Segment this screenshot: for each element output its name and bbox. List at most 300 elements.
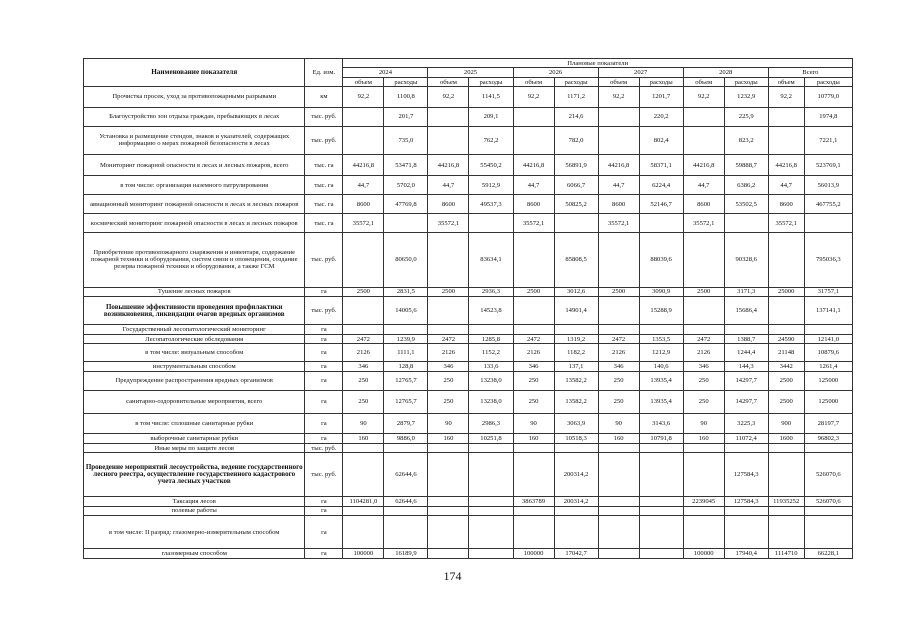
cell-expenses: 62644,6	[384, 453, 428, 497]
cell-expenses: 96802,3	[804, 434, 852, 443]
row-unit: га	[305, 371, 343, 390]
cell-volume: 35572,1	[428, 214, 469, 233]
page-number: 174	[443, 569, 462, 583]
cell-volume: 2472	[428, 334, 469, 343]
row-unit: га	[305, 287, 343, 296]
cell-volume	[768, 443, 804, 452]
cell-expenses: 802,4	[639, 126, 683, 154]
cell-expenses: 62644,6	[384, 497, 428, 506]
cell-expenses: 1212,9	[639, 344, 683, 362]
table-row	[84, 453, 853, 497]
row-name: Иные меры по защите лесов	[84, 443, 305, 452]
cell-volume	[343, 126, 384, 154]
table-row	[84, 154, 853, 175]
cell-volume: 3863789	[513, 497, 554, 506]
table-row	[84, 297, 853, 325]
plan-table-container	[83, 58, 853, 559]
cell-volume: 2500	[428, 287, 469, 296]
cell-expenses: 1388,7	[724, 334, 768, 343]
cell-expenses: 14297,7	[724, 390, 768, 414]
cell-volume	[598, 497, 639, 506]
cell-volume: 44216,8	[598, 154, 639, 175]
cell-volume	[343, 297, 384, 325]
table-row	[84, 549, 853, 559]
table-row	[84, 107, 853, 126]
cell-expenses	[804, 443, 852, 452]
table-row	[84, 414, 853, 434]
cell-volume	[343, 516, 384, 549]
cell-expenses: 1201,7	[639, 87, 683, 107]
cell-volume	[428, 325, 469, 334]
sub-expenses: расходы	[804, 77, 852, 86]
cell-expenses	[384, 516, 428, 549]
cell-volume	[428, 126, 469, 154]
cell-volume	[768, 126, 804, 154]
cell-expenses: 209,1	[469, 107, 513, 126]
sub-volume: объем	[768, 77, 804, 86]
cell-volume: 1600	[768, 434, 804, 443]
year-2024: 2024	[343, 68, 428, 77]
cell-volume: 8600	[343, 195, 384, 214]
cell-volume: 24590	[768, 334, 804, 343]
cell-expenses: 3143,6	[639, 414, 683, 434]
cell-volume: 160	[683, 434, 724, 443]
table-row	[84, 344, 853, 362]
row-name: космический мониторинг пожарной опасности в лесах и лесных пожаров	[84, 214, 305, 233]
cell-volume: 250	[343, 390, 384, 414]
cell-expenses: 1232,9	[724, 87, 768, 107]
cell-expenses: 10791,8	[639, 434, 683, 443]
cell-volume: 160	[513, 434, 554, 443]
cell-volume: 44216,8	[768, 154, 804, 175]
cell-expenses: 1111,1	[384, 344, 428, 362]
cell-expenses: 137,1	[554, 362, 598, 371]
cell-expenses	[469, 549, 513, 559]
cell-expenses: 7221,1	[804, 126, 852, 154]
row-name: инструментальным способом	[84, 362, 305, 371]
cell-volume: 90	[683, 414, 724, 434]
table-row	[84, 497, 853, 506]
table-row	[84, 443, 853, 452]
cell-expenses	[469, 325, 513, 334]
cell-expenses: 2879,7	[384, 414, 428, 434]
cell-volume	[428, 497, 469, 506]
cell-expenses: 14901,4	[554, 297, 598, 325]
cell-volume	[513, 297, 554, 325]
cell-expenses: 13935,4	[639, 390, 683, 414]
cell-volume: 250	[513, 390, 554, 414]
cell-expenses: 14297,7	[724, 371, 768, 390]
cell-volume: 250	[683, 371, 724, 390]
cell-expenses: 127584,3	[724, 453, 768, 497]
row-unit: км	[305, 87, 343, 107]
cell-expenses: 47769,8	[384, 195, 428, 214]
cell-volume	[513, 233, 554, 288]
cell-volume: 25000	[768, 287, 804, 296]
cell-expenses: 1152,2	[469, 344, 513, 362]
cell-expenses	[804, 516, 852, 549]
cell-volume	[598, 126, 639, 154]
cell-volume	[598, 506, 639, 515]
cell-expenses: 201,7	[384, 107, 428, 126]
cell-volume	[768, 233, 804, 288]
sub-expenses: расходы	[724, 77, 768, 86]
cell-expenses	[554, 325, 598, 334]
cell-expenses: 144,3	[724, 362, 768, 371]
cell-expenses: 10251,8	[469, 434, 513, 443]
table-row	[84, 325, 853, 334]
cell-expenses: 15686,4	[724, 297, 768, 325]
cell-volume	[598, 443, 639, 452]
cell-expenses: 16189,9	[384, 549, 428, 559]
cell-volume: 3442	[768, 362, 804, 371]
cell-volume: 160	[343, 434, 384, 443]
cell-volume	[598, 107, 639, 126]
cell-volume: 92,2	[768, 87, 804, 107]
cell-volume	[513, 107, 554, 126]
cell-expenses: 53502,5	[724, 195, 768, 214]
cell-expenses: 2986,3	[469, 414, 513, 434]
cell-volume: 250	[683, 390, 724, 414]
cell-expenses: 225,9	[724, 107, 768, 126]
row-unit: тыс. руб.	[305, 297, 343, 325]
row-unit: тыс. руб.	[305, 107, 343, 126]
cell-expenses	[639, 214, 683, 233]
cell-volume: 346	[513, 362, 554, 371]
cell-expenses	[724, 516, 768, 549]
cell-expenses	[384, 506, 428, 515]
cell-expenses: 1244,4	[724, 344, 768, 362]
cell-expenses: 2936,3	[469, 287, 513, 296]
table-row	[84, 233, 853, 288]
cell-volume: 100000	[683, 549, 724, 559]
row-name: Установка и размещение стендов, знаков и указателей, содержащих информацию о мерах пожарной безопасности в лесах	[84, 126, 305, 154]
cell-expenses: 1171,2	[554, 87, 598, 107]
cell-volume	[343, 453, 384, 497]
cell-volume	[343, 506, 384, 515]
cell-volume	[343, 443, 384, 452]
cell-volume	[428, 506, 469, 515]
cell-expenses	[639, 516, 683, 549]
cell-volume: 92,2	[428, 87, 469, 107]
row-name: Повышение эффективности проведения профилактики возникновения, ликвидации очагов вредных организмов	[84, 297, 305, 325]
cell-volume: 100000	[513, 549, 554, 559]
cell-expenses: 1261,4	[804, 362, 852, 371]
table-row	[84, 126, 853, 154]
cell-expenses: 1319,2	[554, 334, 598, 343]
cell-expenses: 467755,2	[804, 195, 852, 214]
row-name: в том числе: II разряд: глазомерно-измерительным способом	[84, 516, 305, 549]
cell-volume: 250	[428, 371, 469, 390]
year-total: Всего	[768, 68, 852, 77]
cell-expenses: 6224,4	[639, 176, 683, 195]
cell-expenses: 10879,6	[804, 344, 852, 362]
cell-volume: 2500	[513, 287, 554, 296]
cell-volume	[598, 453, 639, 497]
sub-expenses: расходы	[639, 77, 683, 86]
cell-volume: 900	[768, 414, 804, 434]
cell-volume	[343, 325, 384, 334]
cell-expenses	[469, 497, 513, 506]
cell-expenses: 6386,2	[724, 176, 768, 195]
cell-expenses: 214,6	[554, 107, 598, 126]
cell-volume: 44,7	[598, 176, 639, 195]
cell-expenses	[724, 506, 768, 515]
cell-volume: 2472	[343, 334, 384, 343]
cell-expenses	[804, 506, 852, 515]
cell-volume	[683, 107, 724, 126]
planned-indicators-table	[83, 58, 853, 559]
cell-expenses	[724, 443, 768, 452]
row-unit: тыс. га	[305, 214, 343, 233]
row-name: Государственный лесопатологический мониторинг	[84, 325, 305, 334]
sub-volume: объем	[343, 77, 384, 86]
year-2027: 2027	[598, 68, 683, 77]
cell-volume	[428, 297, 469, 325]
cell-expenses	[804, 325, 852, 334]
cell-volume: 100000	[343, 549, 384, 559]
cell-expenses	[384, 214, 428, 233]
cell-volume: 35572,1	[513, 214, 554, 233]
cell-volume: 160	[428, 434, 469, 443]
cell-expenses: 88039,6	[639, 233, 683, 288]
cell-expenses: 220,2	[639, 107, 683, 126]
cell-volume	[768, 297, 804, 325]
table-row	[84, 362, 853, 371]
cell-expenses: 58371,1	[639, 154, 683, 175]
cell-volume	[768, 325, 804, 334]
cell-volume: 44,7	[343, 176, 384, 195]
cell-volume: 346	[343, 362, 384, 371]
cell-volume: 90	[598, 414, 639, 434]
cell-volume	[683, 325, 724, 334]
cell-volume: 250	[598, 390, 639, 414]
cell-volume	[513, 516, 554, 549]
cell-volume	[683, 297, 724, 325]
cell-expenses: 200314,2	[554, 497, 598, 506]
cell-volume: 44216,8	[428, 154, 469, 175]
cell-expenses	[554, 516, 598, 549]
table-row	[84, 87, 853, 107]
cell-volume	[343, 107, 384, 126]
cell-expenses: 80650,0	[384, 233, 428, 288]
cell-volume: 21148	[768, 344, 804, 362]
cell-volume: 1104281,0	[343, 497, 384, 506]
cell-expenses	[469, 453, 513, 497]
cell-volume	[598, 325, 639, 334]
cell-expenses	[554, 443, 598, 452]
cell-expenses	[639, 443, 683, 452]
cell-volume	[428, 549, 469, 559]
cell-expenses: 1141,5	[469, 87, 513, 107]
cell-volume: 250	[428, 390, 469, 414]
cell-expenses: 1285,8	[469, 334, 513, 343]
cell-volume: 44,7	[428, 176, 469, 195]
row-name: Благоустройство зон отдыха граждан, пребывающих в лесах	[84, 107, 305, 126]
row-unit: тыс. га	[305, 195, 343, 214]
cell-volume: 11935252	[768, 497, 804, 506]
cell-volume	[428, 516, 469, 549]
cell-expenses: 782,0	[554, 126, 598, 154]
cell-volume: 44,7	[513, 176, 554, 195]
cell-volume: 2472	[598, 334, 639, 343]
header-name: Наименование показателя	[84, 59, 305, 87]
header-unit: Ед. изм.	[305, 59, 343, 87]
cell-expenses: 13582,2	[554, 371, 598, 390]
sub-volume: объем	[683, 77, 724, 86]
sub-expenses: расходы	[554, 77, 598, 86]
cell-expenses: 125000	[804, 390, 852, 414]
cell-expenses: 59888,7	[724, 154, 768, 175]
cell-expenses: 10518,3	[554, 434, 598, 443]
sub-volume: объем	[428, 77, 469, 86]
cell-volume: 160	[598, 434, 639, 443]
cell-volume: 90	[343, 414, 384, 434]
cell-expenses: 11072,4	[724, 434, 768, 443]
cell-expenses: 13582,2	[554, 390, 598, 414]
cell-volume: 35572,1	[683, 214, 724, 233]
cell-expenses: 762,2	[469, 126, 513, 154]
cell-volume: 2500	[598, 287, 639, 296]
cell-volume: 346	[428, 362, 469, 371]
cell-volume	[768, 506, 804, 515]
cell-expenses: 13238,0	[469, 371, 513, 390]
cell-expenses: 90328,6	[724, 233, 768, 288]
row-name: выборочные санитарные рубки	[84, 434, 305, 443]
cell-volume: 2500	[683, 287, 724, 296]
row-unit: га	[305, 506, 343, 515]
cell-expenses: 12141,0	[804, 334, 852, 343]
row-name: глазомерным способом	[84, 549, 305, 559]
row-unit: га	[305, 325, 343, 334]
cell-volume: 2500	[768, 371, 804, 390]
cell-volume: 2239045	[683, 497, 724, 506]
cell-volume: 8600	[428, 195, 469, 214]
row-name: Тушение лесных пожаров	[84, 287, 305, 296]
cell-volume	[683, 506, 724, 515]
cell-expenses: 795036,3	[804, 233, 852, 288]
year-2026: 2026	[513, 68, 598, 77]
cell-expenses: 526070,6	[804, 497, 852, 506]
cell-expenses: 2831,5	[384, 287, 428, 296]
cell-expenses	[639, 497, 683, 506]
row-unit: тыс. руб.	[305, 233, 343, 288]
row-name: Прочистка просек, уход за противопожарными разрывами	[84, 87, 305, 107]
cell-volume	[768, 453, 804, 497]
cell-expenses: 9886,0	[384, 434, 428, 443]
cell-expenses: 15288,9	[639, 297, 683, 325]
cell-expenses	[724, 325, 768, 334]
cell-expenses: 10779,0	[804, 87, 852, 107]
cell-volume	[598, 549, 639, 559]
row-name: Проведение мероприятий лесоустройства, ведение государственного лесного реестра, осуществление государственного кадастрового учета лесных участков	[84, 453, 305, 497]
cell-expenses: 13935,4	[639, 371, 683, 390]
row-name: Предупреждение распространения вредных организмов	[84, 371, 305, 390]
cell-expenses	[639, 453, 683, 497]
cell-expenses: 140,6	[639, 362, 683, 371]
cell-expenses: 14523,8	[469, 297, 513, 325]
cell-volume	[768, 516, 804, 549]
cell-expenses: 12765,7	[384, 390, 428, 414]
row-name: Лесопатологические обследования	[84, 334, 305, 343]
cell-volume	[683, 233, 724, 288]
cell-expenses: 55450,2	[469, 154, 513, 175]
cell-volume	[513, 506, 554, 515]
row-unit: га	[305, 344, 343, 362]
cell-volume	[683, 126, 724, 154]
row-unit: га	[305, 334, 343, 343]
cell-volume	[683, 443, 724, 452]
row-unit: га	[305, 497, 343, 506]
cell-expenses: 5912,9	[469, 176, 513, 195]
cell-volume: 8600	[513, 195, 554, 214]
cell-volume: 2500	[343, 287, 384, 296]
row-unit: тыс. руб.	[305, 453, 343, 497]
cell-expenses	[469, 443, 513, 452]
cell-expenses	[639, 549, 683, 559]
cell-volume	[513, 453, 554, 497]
cell-expenses: 1182,2	[554, 344, 598, 362]
cell-volume	[428, 453, 469, 497]
row-name: полевые работы	[84, 506, 305, 515]
cell-volume	[513, 325, 554, 334]
cell-expenses: 823,2	[724, 126, 768, 154]
cell-volume: 90	[513, 414, 554, 434]
cell-expenses: 85808,5	[554, 233, 598, 288]
cell-volume: 44,7	[683, 176, 724, 195]
cell-volume: 2500	[768, 390, 804, 414]
year-2025: 2025	[428, 68, 513, 77]
cell-volume: 2126	[428, 344, 469, 362]
cell-expenses	[384, 443, 428, 452]
cell-volume: 1114710	[768, 549, 804, 559]
cell-expenses: 66228,1	[804, 549, 852, 559]
cell-expenses: 31757,1	[804, 287, 852, 296]
table-row	[84, 176, 853, 195]
cell-expenses: 3090,9	[639, 287, 683, 296]
table-row	[84, 516, 853, 549]
cell-expenses	[724, 214, 768, 233]
cell-volume: 8600	[683, 195, 724, 214]
cell-volume: 250	[343, 371, 384, 390]
sub-expenses: расходы	[469, 77, 513, 86]
cell-expenses: 1353,5	[639, 334, 683, 343]
cell-volume: 2126	[343, 344, 384, 362]
row-unit: тыс. га	[305, 176, 343, 195]
cell-volume	[428, 107, 469, 126]
sub-volume: объем	[513, 77, 554, 86]
row-unit: га	[305, 362, 343, 371]
cell-expenses: 14005,6	[384, 297, 428, 325]
cell-volume	[598, 233, 639, 288]
cell-volume	[428, 233, 469, 288]
table-row	[84, 390, 853, 414]
row-unit: га	[305, 414, 343, 434]
cell-volume: 92,2	[513, 87, 554, 107]
cell-volume: 250	[598, 371, 639, 390]
row-unit: тыс. руб.	[305, 126, 343, 154]
cell-expenses: 12765,7	[384, 371, 428, 390]
cell-expenses	[554, 214, 598, 233]
cell-expenses: 13238,0	[469, 390, 513, 414]
cell-volume: 44216,8	[683, 154, 724, 175]
row-name: Таксация лесов	[84, 497, 305, 506]
cell-expenses: 200314,2	[554, 453, 598, 497]
cell-expenses: 52146,7	[639, 195, 683, 214]
cell-volume: 35572,1	[598, 214, 639, 233]
table-row	[84, 506, 853, 515]
table-row	[84, 214, 853, 233]
